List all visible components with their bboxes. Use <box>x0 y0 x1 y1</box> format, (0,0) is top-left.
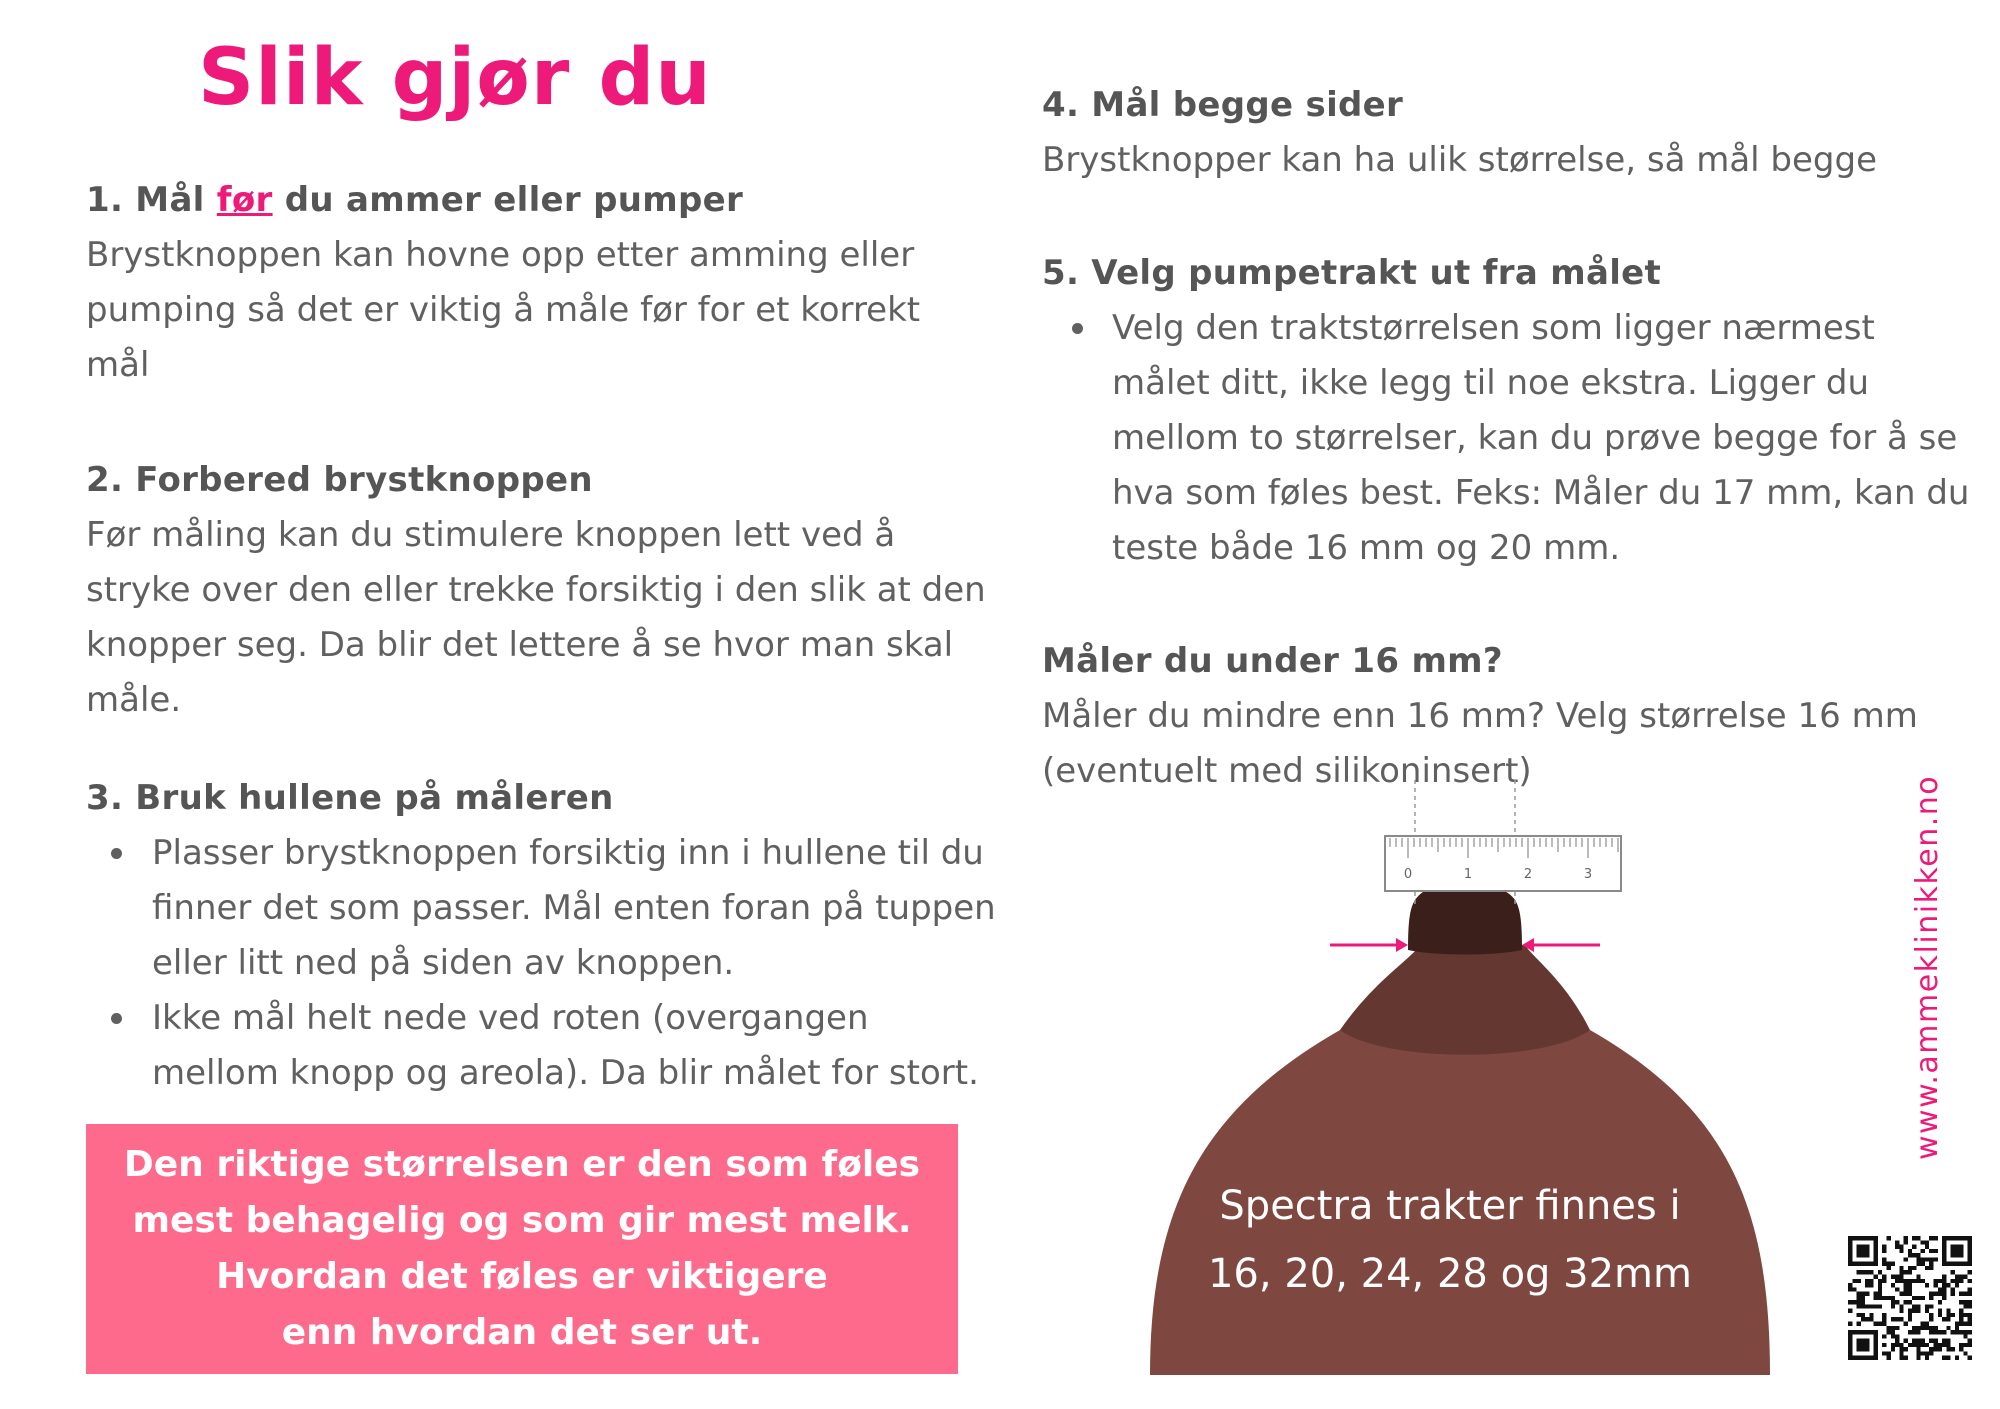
funnel-sizes-caption <box>1170 1172 1730 1308</box>
caption-line: 16, 20, 24, 28 og 32mm <box>1207 1251 1692 1297</box>
step-1-heading: 1. Mål før du ammer eller pumper <box>86 180 744 220</box>
callout-line: mest behagelig og som gir mest melk. <box>132 1200 912 1241</box>
step-2-heading: 2. Forbered brystknoppen <box>86 460 593 500</box>
under-16-heading: Måler du under 16 mm? <box>1042 641 1503 681</box>
step-3 <box>86 770 996 1101</box>
step-5-heading: 5. Velg pumpetrakt ut fra målet <box>1042 253 1662 293</box>
callout-line: enn hvordan det ser ut. <box>281 1312 763 1353</box>
list-item: Velg den traktstørrelsen som ligger nærmest målet ditt, ikke legg til noe ekstra. Ligger du mellom to størrelser, kan du prøve begge for å se hva som føles best. Feks: Måler du 17 mm, kan du teste både 16 mm og 20 mm. <box>1042 301 1982 576</box>
nipple-shape <box>1408 884 1522 955</box>
step-3-heading: 3. Bruk hullene på måleren <box>86 778 614 818</box>
step-5-list <box>1042 301 1982 576</box>
list-item: Plasser brystknoppen forsiktig inn i hullene til du finner det som passer. Mål enten foran på tuppen eller litt ned på siden av knoppen. <box>86 826 996 991</box>
under-16-section <box>1042 633 1942 799</box>
ruler-label: 2 <box>1523 867 1533 882</box>
step-4 <box>1042 77 1942 188</box>
step-1-body: Brystknoppen kan hovne opp etter amming eller pumping så det er viktig å måle før for et korrekt mål <box>86 235 921 385</box>
left-arrow-icon <box>1330 938 1408 952</box>
callout-box <box>86 1124 958 1374</box>
areola-shape <box>1340 945 1590 1055</box>
caption-line: Spectra trakter finnes i <box>1219 1183 1681 1229</box>
website-link[interactable]: www.ammeklinikken.no <box>1910 774 1945 1160</box>
ruler-label: 1 <box>1463 867 1473 882</box>
step-4-body: Brystknopper kan ha ulik størrelse, så mål begge <box>1042 140 1878 180</box>
ruler-label: 0 <box>1403 867 1413 882</box>
qr-code-icon[interactable] <box>1848 1236 1972 1360</box>
step-1 <box>86 172 986 393</box>
step-4-heading: 4. Mål begge sider <box>1042 85 1404 125</box>
ruler-label: 3 <box>1583 867 1593 882</box>
step-3-list <box>86 826 996 1101</box>
ruler <box>1385 836 1621 891</box>
emphasis-before: før <box>216 180 273 220</box>
callout-line: Den riktige størrelsen er den som føles <box>123 1144 921 1185</box>
under-16-body: Måler du mindre enn 16 mm? Velg størrelse 16 mm (eventuelt med silikoninsert) <box>1042 696 1918 791</box>
callout-line: Hvordan det føles er viktigere <box>216 1256 828 1297</box>
step-5 <box>1042 245 1982 576</box>
step-2 <box>86 452 996 728</box>
list-item: Ikke mål helt nede ved roten (overgangen mellom knopp og areola). Da blir målet for stort. <box>86 991 996 1101</box>
step-2-body: Før måling kan du stimulere knoppen lett ved å stryke over den eller trekke forsiktig i den slik at den knopper seg. Da blir det lettere å se hvor man skal måle. <box>86 515 986 720</box>
page-title: Slik gjør du <box>198 33 712 123</box>
right-arrow-icon <box>1522 938 1600 952</box>
